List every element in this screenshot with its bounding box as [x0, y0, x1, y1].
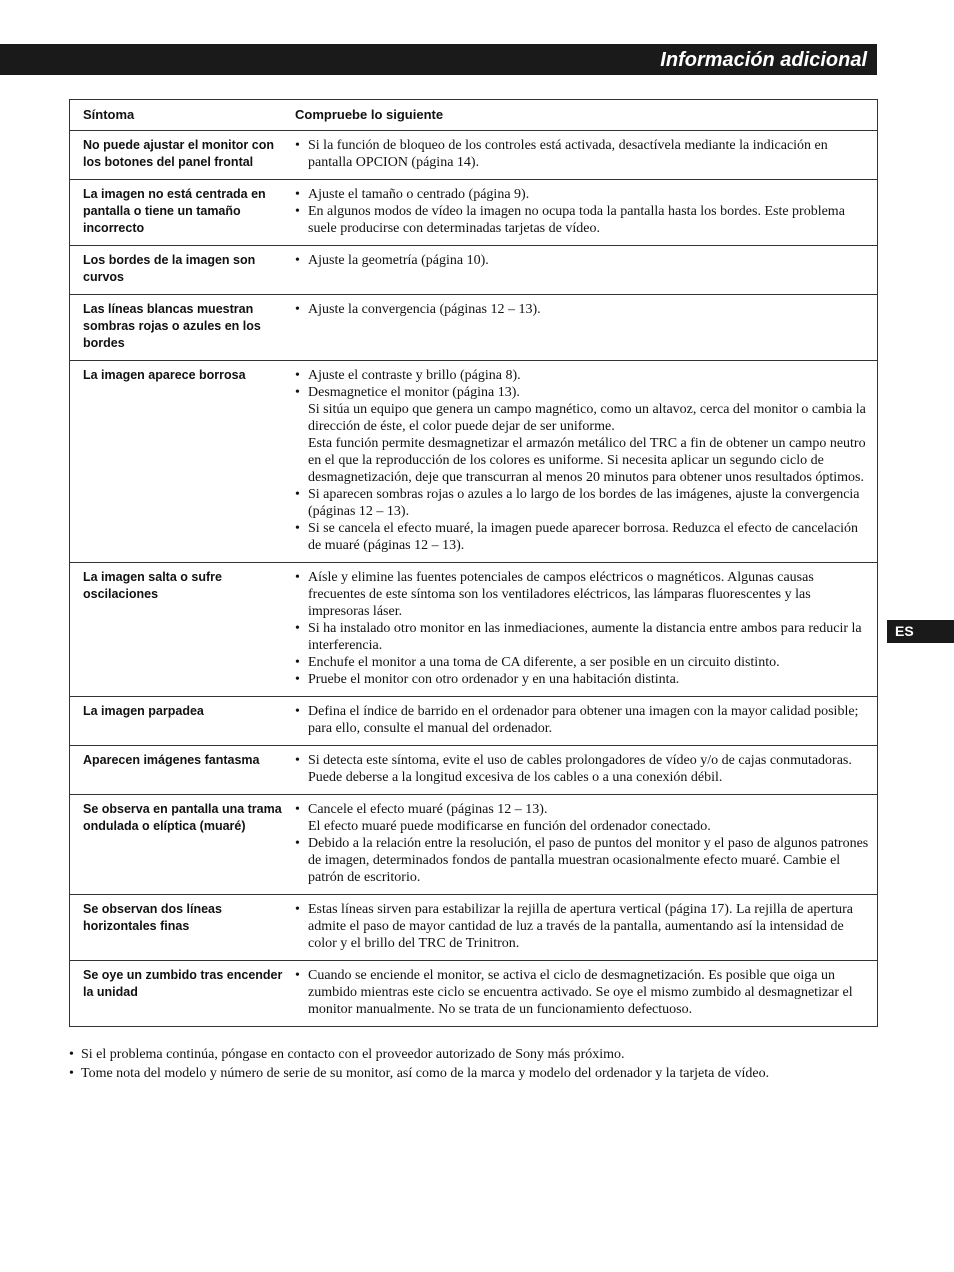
table-row	[70, 895, 878, 961]
check-item: • Ajuste la convergencia (páginas 12 – 13).	[295, 301, 873, 318]
check-cell	[295, 180, 878, 246]
symptom-cell	[70, 795, 296, 895]
check-item: • Pruebe el monitor con otro ordenador y en una habitación distinta.	[295, 671, 873, 688]
symptom-text: No puede ajustar el monitor con los botones del panel frontal	[83, 138, 274, 169]
check-list	[295, 961, 877, 1026]
check-item: • Ajuste el contraste y brillo (página 8).	[295, 367, 873, 384]
section-header-bar	[0, 44, 877, 75]
table-row	[70, 697, 878, 746]
section-title: Información adicional	[660, 49, 867, 71]
symptom-cell	[70, 697, 296, 746]
symptom-text: La imagen aparece borrosa	[83, 368, 246, 382]
check-cell	[295, 795, 878, 895]
note-item: • Si el problema continúa, póngase en contacto con el proveedor autorizado de Sony más próximo.	[69, 1045, 899, 1064]
check-item-continuation: Si sitúa un equipo que genera un campo magnético, como un altavoz, cerca del monitor o cambia la dirección de éste, el color puede dejar de ser uniforme.	[308, 402, 866, 434]
table-row	[70, 131, 878, 180]
check-cell	[295, 246, 878, 295]
table-row	[70, 246, 878, 295]
check-item: • Si se cancela el efecto muaré, la imagen puede aparecer borrosa. Reduzca el efecto de cancelación de muaré (páginas 12 – 13).	[295, 520, 873, 554]
check-item: • Si aparecen sombras rojas o azules a lo largo de los bordes de las imágenes, ajuste la convergencia (páginas 12 – 13).	[295, 486, 873, 520]
symptom-text: La imagen parpadea	[83, 704, 204, 718]
check-cell	[295, 746, 878, 795]
check-cell	[295, 563, 878, 697]
symptom-cell	[70, 361, 296, 563]
check-cell	[295, 131, 878, 180]
check-item: • Si detecta este síntoma, evite el uso de cables prolongadores de vídeo y/o de cajas conmutadoras. Puede deberse a la longitud excesiva de los cables o a una conexión débil.	[295, 752, 873, 786]
symptom-cell	[70, 295, 296, 361]
table-row	[70, 361, 878, 563]
symptom-cell	[70, 961, 296, 1027]
check-item: • Si la función de bloqueo de los controles está activada, desactívela mediante la indicación en pantalla OPCION (página 14).	[295, 137, 873, 171]
symptom-cell	[70, 180, 296, 246]
check-item: • Cuando se enciende el monitor, se activa el ciclo de desmagnetización. Es posible que oiga un zumbido mientras este ciclo se encuentra activado. Se oye el mismo zumbido al desmagnetizar el monitor manualmente. No se trata de un funcionamiento defectuoso.	[295, 967, 873, 1018]
troubleshooting-table	[69, 99, 878, 1027]
check-list	[295, 361, 877, 562]
check-list	[295, 746, 877, 794]
symptom-text: Se observan dos líneas horizontales finas	[83, 902, 222, 933]
column-header-symptom: Síntoma	[70, 100, 296, 131]
table-row	[70, 961, 878, 1027]
check-item: • Debido a la relación entre la resolución, el paso de puntos del monitor y el paso de algunos patrones de imagen, determinados fondos de pantalla muestran ocasionalmente efecto muaré. Cambie el patrón de escritorio.	[295, 835, 873, 886]
check-item: • Ajuste el tamaño o centrado (página 9).	[295, 186, 873, 203]
check-cell	[295, 361, 878, 563]
check-item: • Si ha instalado otro monitor en las inmediaciones, aumente la distancia entre ambos para reducir la interferencia.	[295, 620, 873, 654]
table-row	[70, 295, 878, 361]
check-item: • Aísle y elimine las fuentes potenciales de campos eléctricos o magnéticos. Algunas causas frecuentes de este síntoma son los ventiladores eléctricos, las lámparas fluorescentes y las impresoras láser.	[295, 569, 873, 620]
check-item-continuation: Esta función permite desmagnetizar el armazón metálico del TRC a fin de obtener un campo neutro en el que la reproducción de los colores es uniforme. Si necesita aplicar un segundo ciclo de desmagnetización, deje que transcurran al menos 20 minutos para obtener unos resultados óptimos.	[308, 436, 866, 485]
check-cell	[295, 295, 878, 361]
table-row	[70, 746, 878, 795]
check-item: • Cancele el efecto muaré (páginas 12 – 13).	[295, 801, 873, 818]
symptom-text: Se oye un zumbido tras encender la unidad	[83, 968, 283, 999]
symptom-text: Los bordes de la imagen son curvos	[83, 253, 256, 284]
symptom-cell	[70, 246, 296, 295]
check-list	[295, 563, 877, 696]
footer-notes	[69, 1045, 899, 1083]
check-item: • Defina el índice de barrido en el ordenador para obtener una imagen con la mayor calidad posible; para ello, consulte el manual del ordenador.	[295, 703, 873, 737]
check-list	[295, 180, 877, 245]
note-item: • Tome nota del modelo y número de serie de su monitor, así como de la marca y modelo del ordenador y la tarjeta de vídeo.	[69, 1064, 899, 1083]
check-item: • Ajuste la geometría (página 10).	[295, 252, 873, 269]
check-item: • Estas líneas sirven para estabilizar la rejilla de apertura vertical (página 17). La rejilla de apertura admite el paso de mayor cantidad de luz a través de la pantalla, aumentando así la intensidad de color y el brillo del TRC de Trinitron.	[295, 901, 873, 952]
check-cell	[295, 895, 878, 961]
column-header-check: Compruebe lo siguiente	[295, 100, 878, 131]
symptom-text: Las líneas blancas muestran sombras rojas o azules en los bordes	[83, 302, 261, 350]
symptom-cell	[70, 131, 296, 180]
table-row	[70, 795, 878, 895]
table-row	[70, 563, 878, 697]
symptom-cell	[70, 895, 296, 961]
check-list	[295, 295, 877, 326]
symptom-cell	[70, 563, 296, 697]
symptom-text: La imagen salta o sufre oscilaciones	[83, 570, 222, 601]
symptom-cell	[70, 746, 296, 795]
check-item: • Desmagnetice el monitor (página 13).	[295, 384, 873, 401]
check-list	[295, 697, 877, 745]
symptom-text: Aparecen imágenes fantasma	[83, 753, 260, 767]
language-tab: ES	[887, 620, 954, 643]
check-cell	[295, 961, 878, 1027]
check-list	[295, 895, 877, 960]
check-list	[295, 795, 877, 894]
table-row	[70, 180, 878, 246]
check-item-continuation: El efecto muaré puede modificarse en función del ordenador conectado.	[308, 819, 711, 834]
symptom-text: La imagen no está centrada en pantalla o tiene un tamaño incorrecto	[83, 187, 266, 235]
check-item: • Enchufe el monitor a una toma de CA diferente, a ser posible en un circuito distinto.	[295, 654, 873, 671]
check-list	[295, 131, 877, 179]
table-header-row	[70, 100, 878, 131]
symptom-text: Se observa en pantalla una trama ondulada o elíptica (muaré)	[83, 802, 282, 833]
check-cell	[295, 697, 878, 746]
check-list	[295, 246, 877, 277]
check-item: • En algunos modos de vídeo la imagen no ocupa toda la pantalla hasta los bordes. Este problema suele producirse con determinadas tarjetas de vídeo.	[295, 203, 873, 237]
